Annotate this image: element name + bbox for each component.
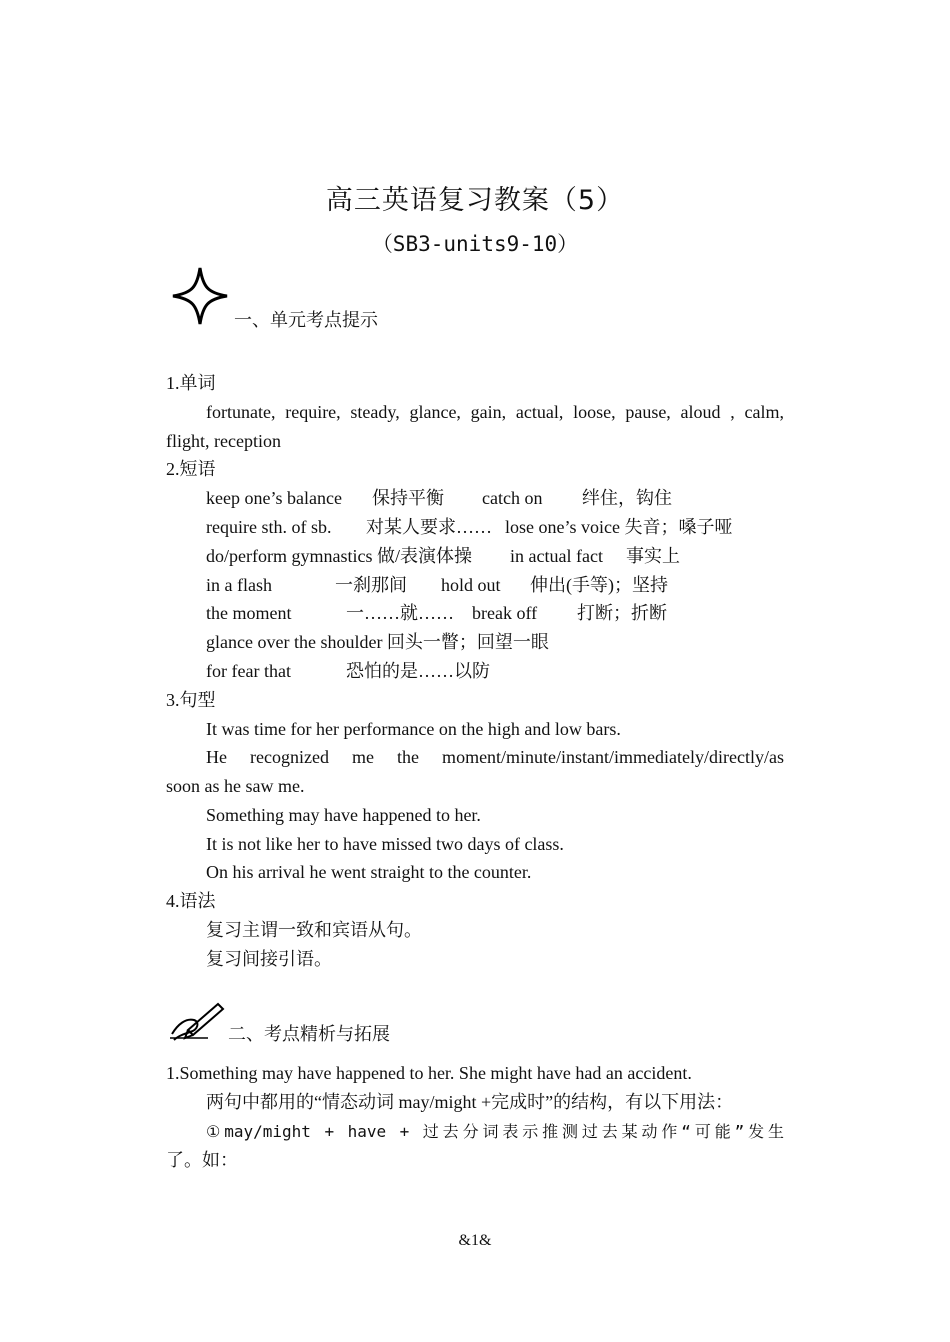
phrase-en: in a flash: [206, 575, 272, 595]
phrase-en: in actual fact: [510, 546, 603, 566]
sentence-2-line-1: He recognized me the moment/minute/instant/immediately/directly/as: [206, 747, 784, 767]
phrase-en: for fear that: [206, 661, 291, 681]
phrase-en-zh: do/perform gymnastics 做/表演体操: [206, 546, 472, 566]
section1-heading: 一、单元考点提示: [234, 310, 378, 330]
phrase-zh: 绊住，钩住: [582, 488, 672, 508]
sentence-5: On his arrival he went straight to the counter.: [206, 862, 532, 882]
four-point-star-icon: [170, 265, 230, 327]
sentence-3: Something may have happened to her.: [206, 805, 481, 825]
analysis-usage-1-line-2: 了。如：: [166, 1150, 238, 1170]
phrases-label: 2.短语: [166, 459, 216, 479]
phrase-zh: 保持平衡: [372, 488, 444, 508]
sentence-1: It was time for her performance on the high and low bars.: [206, 719, 621, 739]
phrase-zh: 恐怕的是……以防: [346, 661, 490, 681]
words-line-1: fortunate, require, steady, glance, gain, actual, loose, pause, aloud , calm,: [206, 402, 784, 422]
analysis-explanation: 两句中都用的“情态动词 may/might +完成时”的结构，有以下用法：: [206, 1092, 734, 1112]
phrase-en: break off: [472, 603, 538, 623]
phrase-en: keep one’s balance: [206, 488, 342, 508]
section2-heading: 二、考点精析与拓展: [228, 1024, 390, 1044]
phrase-en: hold out: [441, 575, 501, 595]
grammar-item-2: 复习间接引语。: [206, 949, 332, 969]
analysis-point-1: 1.Something may have happened to her. She might have had an accident.: [166, 1063, 692, 1083]
words-label: 1.单词: [166, 373, 216, 393]
phrase-en: the moment: [206, 603, 292, 623]
phrase-zh: 事实上: [626, 546, 680, 566]
sentence-2-line-2: soon as he saw me.: [166, 776, 305, 796]
page-title: 高三英语复习教案（5）: [325, 185, 625, 216]
phrase-zh: 对某人要求……: [366, 517, 492, 537]
analysis-usage-1-line-1: ①may/might + have + 过去分词表示推测过去某动作“可能”发生: [206, 1122, 784, 1141]
sentence-4: It is not like her to have missed two days of class.: [206, 834, 564, 854]
page-subtitle: （SB3-units9-10）: [371, 232, 579, 256]
phrase-zh: 打断；折断: [577, 603, 667, 623]
page-number: &1&: [458, 1232, 492, 1249]
phrase-row: [206, 484, 342, 513]
sentences-label: 3.句型: [166, 690, 216, 710]
phrase-en: catch on: [482, 488, 543, 508]
phrase-en-zh: lose one’s voice 失音；嗓子哑: [505, 517, 733, 537]
phrase-zh: 一……就……: [346, 603, 454, 623]
grammar-item-1: 复习主谓一致和宾语从句。: [206, 920, 422, 940]
phrase-en-zh: glance over the shoulder 回头一瞥；回望一眼: [206, 632, 549, 652]
grammar-label: 4.语法: [166, 891, 216, 911]
phrase-zh: 一刹那间: [335, 575, 407, 595]
phrase-en: require sth. of sb.: [206, 517, 332, 537]
phrase-zh: 伸出(手等)；坚持: [530, 575, 668, 595]
words-line-2: flight, reception: [166, 431, 281, 451]
pen-writing-icon: [168, 1000, 226, 1042]
